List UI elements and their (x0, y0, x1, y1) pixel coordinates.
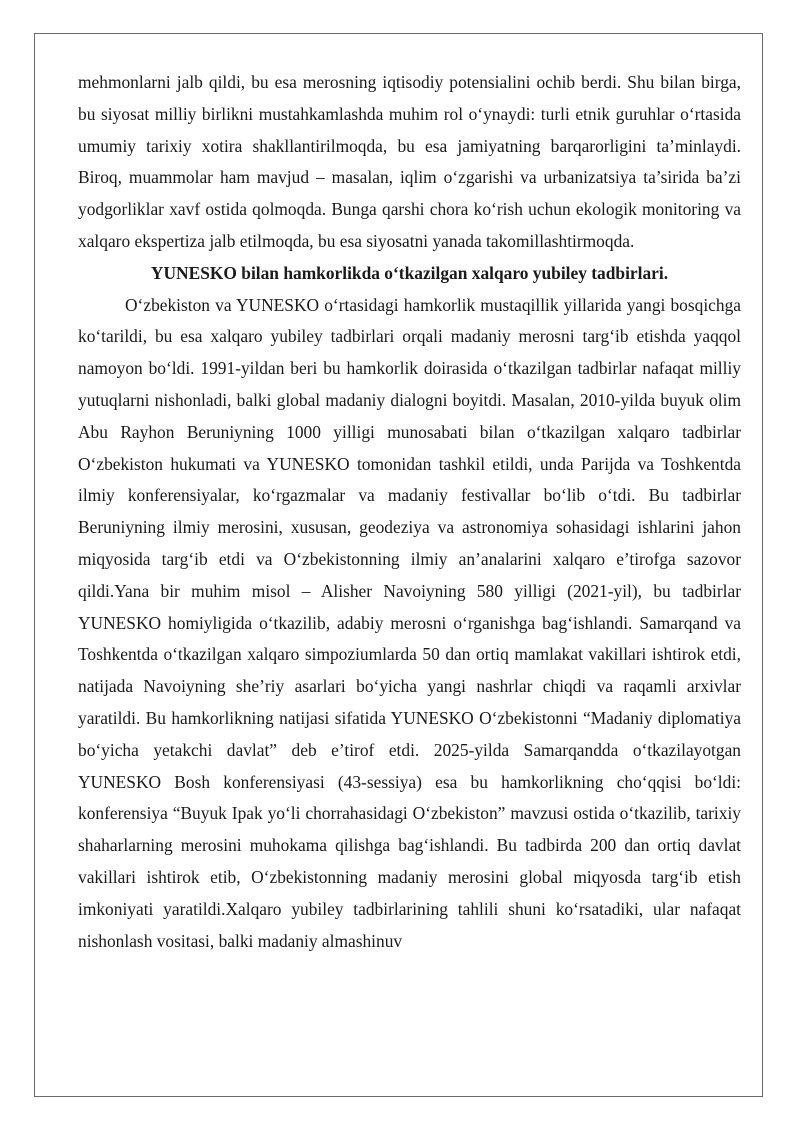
section-heading: YUNESKO bilan hamkorlikda o‘tkazilgan xalqaro yubiley tadbirlari. (150, 262, 669, 283)
paragraph-continuation: mehmonlarni jalb qildi, bu esa merosning iqtisodiy potensialini ochib berdi. Shu bilan birga, bu siyosat milliy birlikni mustahkamlashda muhim rol o‘ynaydi: turli etnik guruhlar o‘rtasida umumiy tarixiy xotira shakllantirilmoqda, bu esa jamiyatning barqarorligini ta’minlaydi. Biroq, muammolar ham mavjud – masalan, iqlim o‘zgarishi va urbanizatsiya ta’sirida ba’zi yodgorliklar xavf ostida qolmoqda. Bunga qarshi chora ko‘rish uchun ekologik monitoring va xalqaro ekspertiza jalb etilmoqda, bu esa siyosatni yanada takomillashtirmoqda. (78, 72, 741, 251)
document-body (78, 67, 741, 957)
paragraph-unesco-cooperation: O‘zbekiston va YUNESKO o‘rtasidagi hamkorlik mustaqillik yillarida yangi bosqichga ko‘tarildi, bu esa xalqaro yubiley tadbirlari orqali madaniy merosni targ‘ib etishda yaqqol namoyon bo‘ldi. 1991-yildan beri bu hamkorlik doirasida o‘tkazilgan tadbirlar nafaqat milliy yutuqlarni nishonladi, balki global madaniy dialogni boyitdi. Masalan, 2010-yilda buyuk olim Abu Rayhon Beruniyning 1000 yilligi munosabati bilan o‘tkazilgan xalqaro tadbirlar O‘zbekiston hukumati va YUNESKO tomonidan tashkil etildi, unda Parijda va Toshkentda ilmiy konferensiyalar, ko‘rgazmalar va madaniy festivallar bo‘lib o‘tdi. Bu tadbirlar Beruniyning ilmiy merosini, xususan, geodeziya va astronomiya sohasidagi ishlarini jahon miqyosida targ‘ib etdi va O‘zbekistonning ilmiy an’analarini xalqaro e’tirofga sazovor qildi.Yana bir muhim misol – Alisher Navoiyning 580 yilligi (2021-yil), bu tadbirlar YUNESKO homiyligida o‘tkazilib, adabiy merosni o‘rganishga bag‘ishlandi. Samarqand va Toshkentda o‘tkazilgan xalqaro simpoziumlarda 50 dan ortiq mamlakat vakillari ishtirok etdi, natijada Navoiyning she’riy asarlari bo‘yicha yangi nashrlar chiqdi va raqamli arxivlar yaratildi. Bu hamkorlikning natijasi sifatida YUNESKO O‘zbekistonni “Madaniy diplomatiya bo‘yicha yetakchi davlat” deb e’tirof etdi. 2025-yilda Samarqandda o‘tkazilayotgan YUNESKO Bosh konferensiyasi (43-sessiya) esa bu hamkorlikning cho‘qqisi bo‘ldi: konferensiya “Buyuk Ipak yo‘li chorrahasidagi O‘zbekiston” mavzusi ostida o‘tkazilib, tarixiy shaharlarning merosini muhokama qilishga bag‘ishlandi. Bu tadbirda 200 dan ortiq davlat vakillari ishtirok etib, O‘zbekistonning madaniy merosini global miqyosda targ‘ib etish imkoniyati yaratildi.Xalqaro yubiley tadbirlarining tahlili shuni ko‘rsatadiki, ular nafaqat nishonlash vositasi, balki madaniy almashinuv (78, 294, 741, 951)
